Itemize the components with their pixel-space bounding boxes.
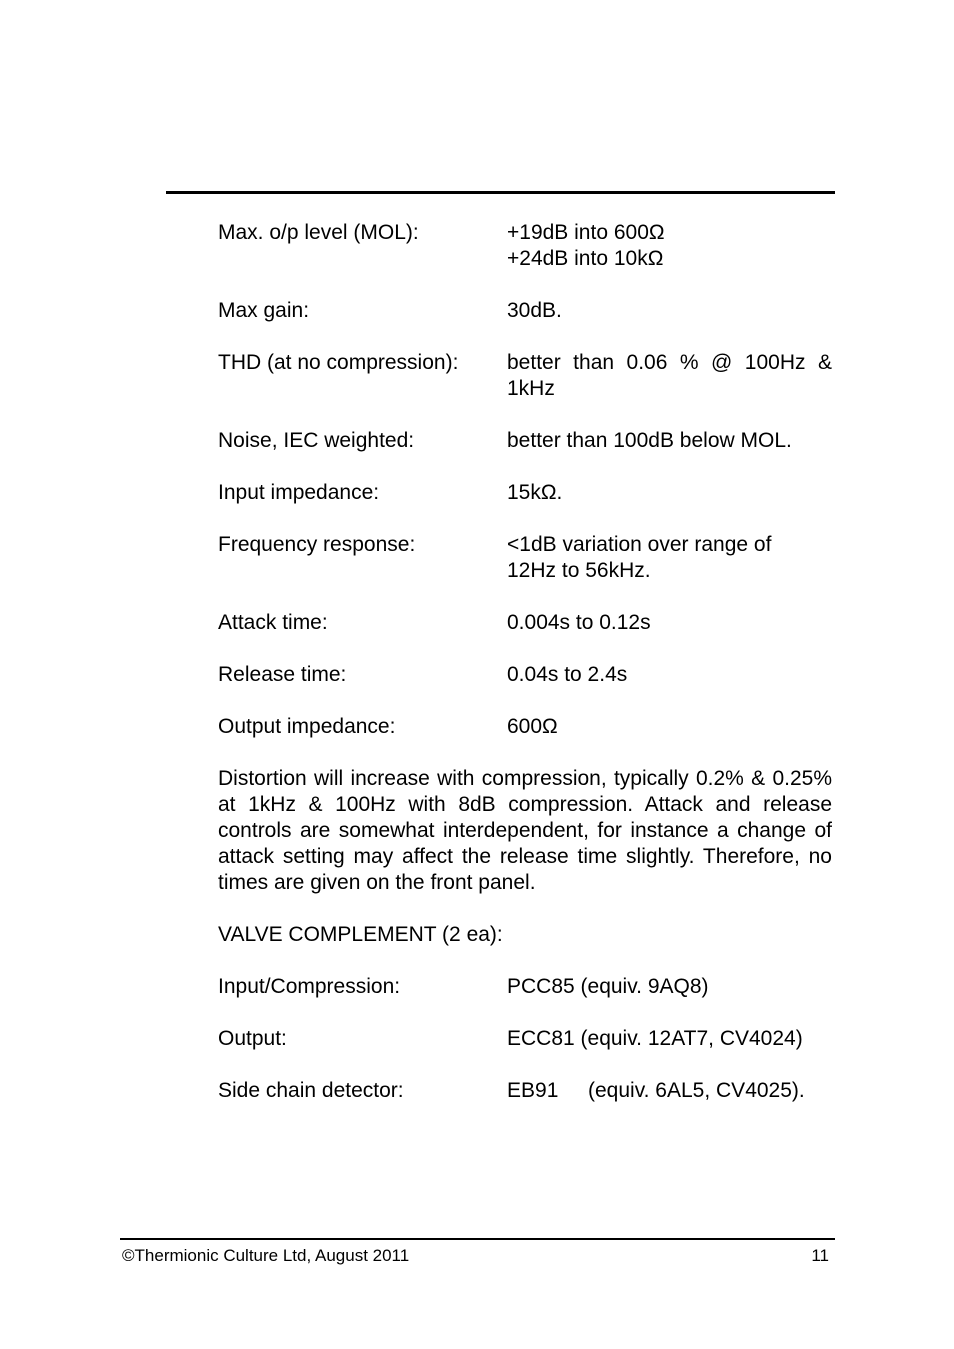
top-rule <box>166 191 835 194</box>
spec-value <box>507 480 832 506</box>
page-number: 11 <box>811 1246 829 1265</box>
spec-row-frequency-response <box>218 532 832 584</box>
spec-row-max-gain <box>218 298 832 324</box>
spec-content <box>218 220 832 1130</box>
spec-label: Max. o/p level (MOL): <box>218 221 419 244</box>
spec-value-line: 600Ω <box>507 715 558 738</box>
valve-row-side-chain <box>218 1078 832 1104</box>
page-footer <box>122 1245 829 1267</box>
spec-value <box>507 220 832 272</box>
spec-label: THD (at no compression): <box>218 351 459 374</box>
spec-label: Output impedance: <box>218 715 396 738</box>
spec-row-input-impedance <box>218 480 832 506</box>
valve-complement-heading: VALVE COMPLEMENT (2 ea): <box>218 923 503 946</box>
spec-row-output-impedance <box>218 714 832 740</box>
spec-value-line: 0.04s to 2.4s <box>507 663 628 686</box>
spec-value-line: +24dB into 10kΩ <box>507 247 664 270</box>
spec-value-line: <1dB variation over range of <box>507 533 772 556</box>
valve-row-output <box>218 1026 832 1052</box>
spec-row-thd <box>218 350 832 402</box>
spec-value <box>507 428 832 454</box>
valve-label: Input/Compression: <box>218 975 401 998</box>
valve-row-input-compression <box>218 974 832 1000</box>
spec-value-line: 30dB. <box>507 299 562 322</box>
spec-label: Frequency response: <box>218 533 416 556</box>
valve-label: Side chain detector: <box>218 1079 404 1102</box>
distortion-paragraph: Distortion will increase with compression, typically 0.2% & 0.25% at 1kHz & 100Hz with 8dB compression. Attack and release controls are somewhat interdependent, for instance a change of attack setting may affect the release time slightly. Therefore, no times are given on the front panel. <box>218 767 832 894</box>
spec-row-attack-time <box>218 610 832 636</box>
spec-value-line: 15kΩ. <box>507 481 563 504</box>
spec-label: Release time: <box>218 663 347 686</box>
spec-label: Input impedance: <box>218 481 380 504</box>
spec-value-line: +19dB into 600Ω <box>507 221 665 244</box>
spec-value-line: 0.004s to 0.12s <box>507 611 651 634</box>
spec-value <box>507 298 832 324</box>
spec-label: Attack time: <box>218 611 328 634</box>
spec-label: Max gain: <box>218 299 310 322</box>
valve-value: PCC85 (equiv. 9AQ8) <box>507 975 709 998</box>
spec-value-line: 12Hz to 56kHz. <box>507 559 651 582</box>
valve-equiv: (equiv. 6AL5, CV4025). <box>588 1079 805 1102</box>
footer-copyright: ©Thermionic Culture Ltd, August 2011 <box>122 1246 410 1265</box>
spec-value <box>507 610 832 636</box>
spec-row-noise <box>218 428 832 454</box>
valve-label: Output: <box>218 1027 287 1050</box>
valve-value: ECC81 (equiv. 12AT7, CV4024) <box>507 1027 803 1050</box>
valve-code: EB91 <box>507 1079 559 1102</box>
spec-label: Noise, IEC weighted: <box>218 429 415 452</box>
spec-row-release-time <box>218 662 832 688</box>
spec-value <box>507 532 832 584</box>
spec-value <box>507 714 832 740</box>
spec-value <box>507 662 832 688</box>
spec-value-line: better than 100dB below MOL. <box>507 429 792 452</box>
spec-row-mol <box>218 220 832 272</box>
spec-value: better than 0.06 % @ 100Hz & 1kHz <box>507 351 832 400</box>
valve-value <box>507 1078 832 1104</box>
footer-rule <box>120 1238 835 1240</box>
